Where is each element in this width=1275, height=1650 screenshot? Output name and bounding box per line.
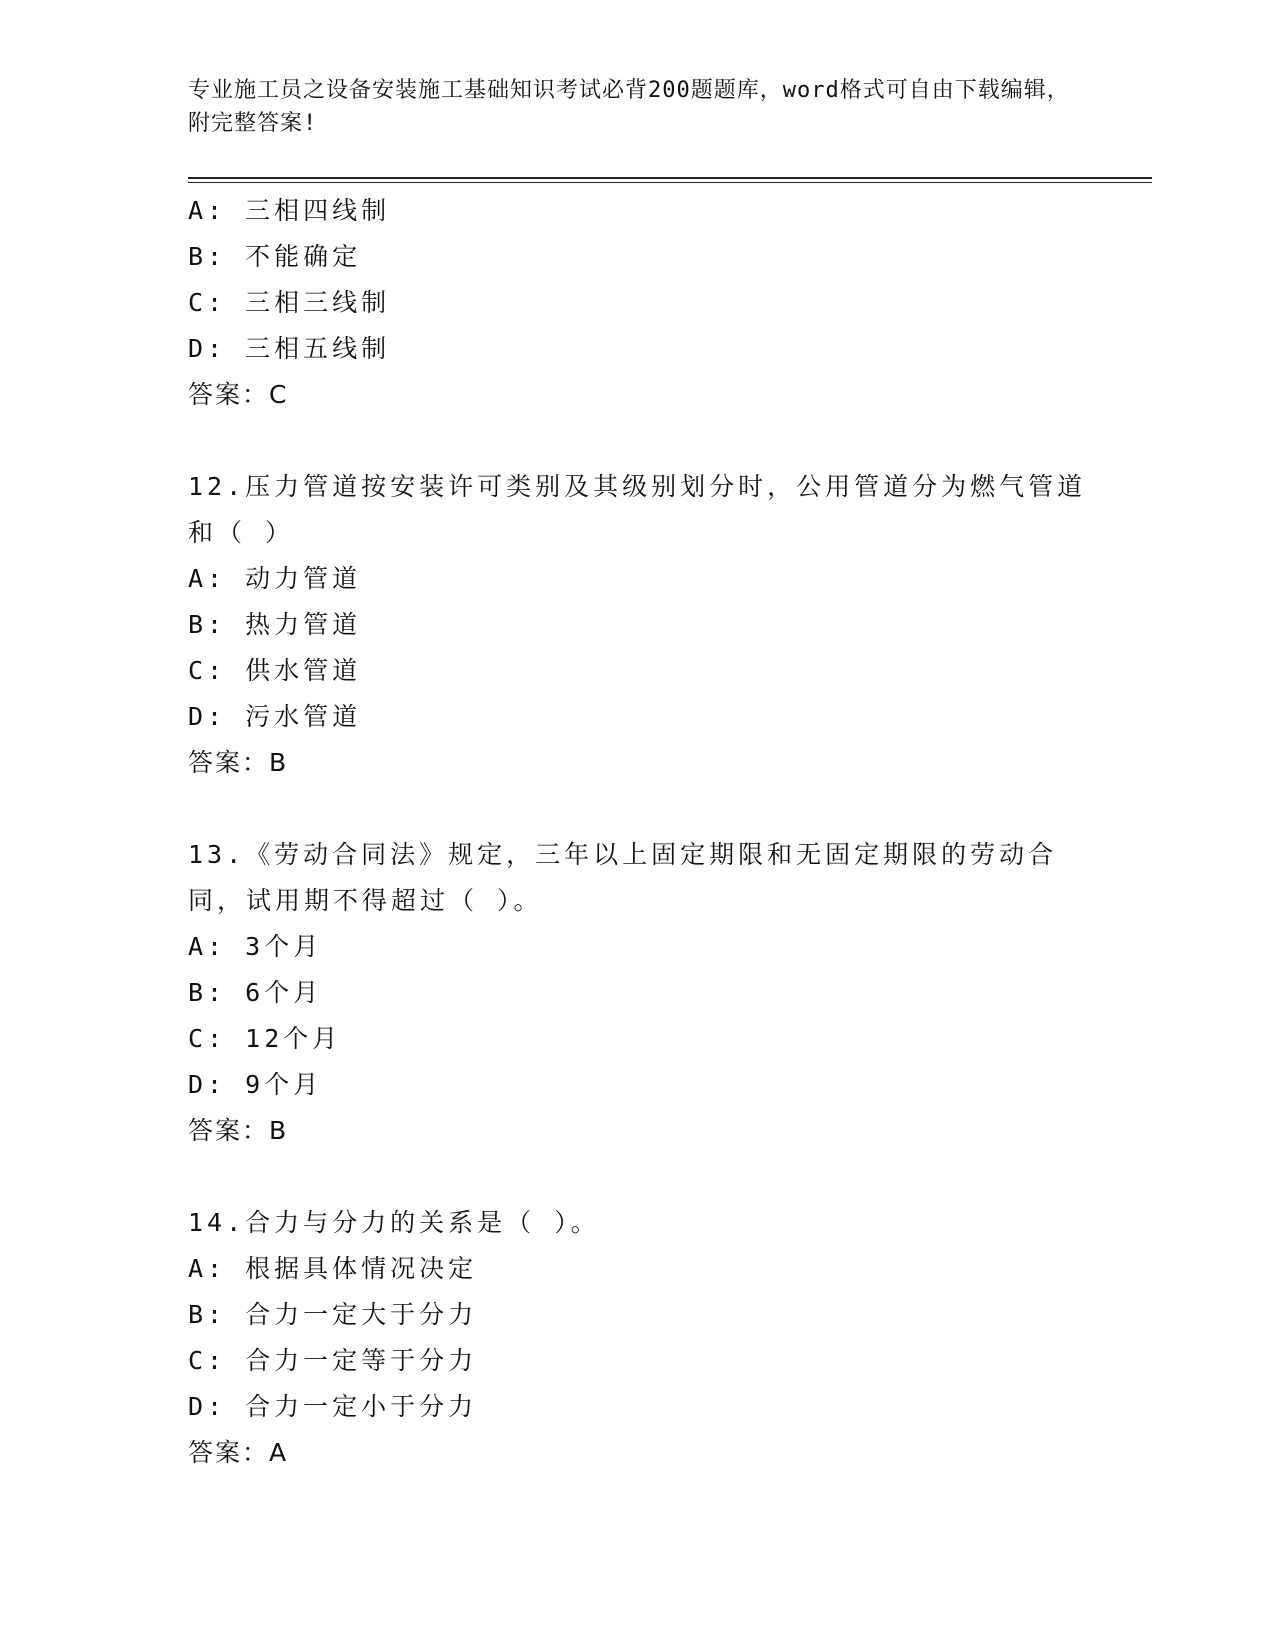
option-c: C: 12个月 <box>188 1024 342 1053</box>
option-c: C: 供水管道 <box>188 656 362 685</box>
question-14 <box>188 1200 1088 1476</box>
option-b: B: 热力管道 <box>188 610 362 639</box>
option-b: B: 6个月 <box>188 978 323 1007</box>
option-d: D: 污水管道 <box>188 702 362 731</box>
question-text: 12.压力管道按安装许可类别及其级别划分时，公用管道分为燃气管道和（ ） <box>188 472 1087 547</box>
option-d: D: 合力一定小于分力 <box>188 1392 478 1421</box>
option-a: A: 三相四线制 <box>188 196 391 225</box>
option-b: B: 不能确定 <box>188 242 362 271</box>
answer: 答案：C <box>188 380 289 409</box>
spacer <box>188 418 1088 464</box>
question-12 <box>188 464 1088 786</box>
answer: 答案：B <box>188 748 289 777</box>
answer: 答案：B <box>188 1116 289 1145</box>
document-title: 专业施工员之设备安装施工基础知识考试必背200题题库，word格式可自由下载编辑，附完整答案! <box>188 78 1070 136</box>
spacer <box>188 1154 1088 1200</box>
header-divider-thin <box>188 182 1152 183</box>
option-d: D: 三相五线制 <box>188 334 391 363</box>
question-11 <box>188 188 1088 418</box>
option-a: A: 3个月 <box>188 932 323 961</box>
question-list <box>188 188 1088 1476</box>
question-text: 13.《劳动合同法》规定，三年以上固定期限和无固定期限的劳动合同，试用期不得超过（ ）。 <box>188 840 1058 915</box>
option-d: D: 9个月 <box>188 1070 323 1099</box>
option-a: A: 动力管道 <box>188 564 362 593</box>
option-b: B: 合力一定大于分力 <box>188 1300 478 1329</box>
answer: 答案：A <box>188 1438 289 1467</box>
option-c: C: 三相三线制 <box>188 288 391 317</box>
option-c: C: 合力一定等于分力 <box>188 1346 478 1375</box>
spacer <box>188 786 1088 832</box>
option-a: A: 根据具体情况决定 <box>188 1254 478 1283</box>
question-13 <box>188 832 1088 1154</box>
header-divider-thick <box>188 177 1152 179</box>
question-text: 14.合力与分力的关系是（ ）。 <box>188 1208 600 1237</box>
